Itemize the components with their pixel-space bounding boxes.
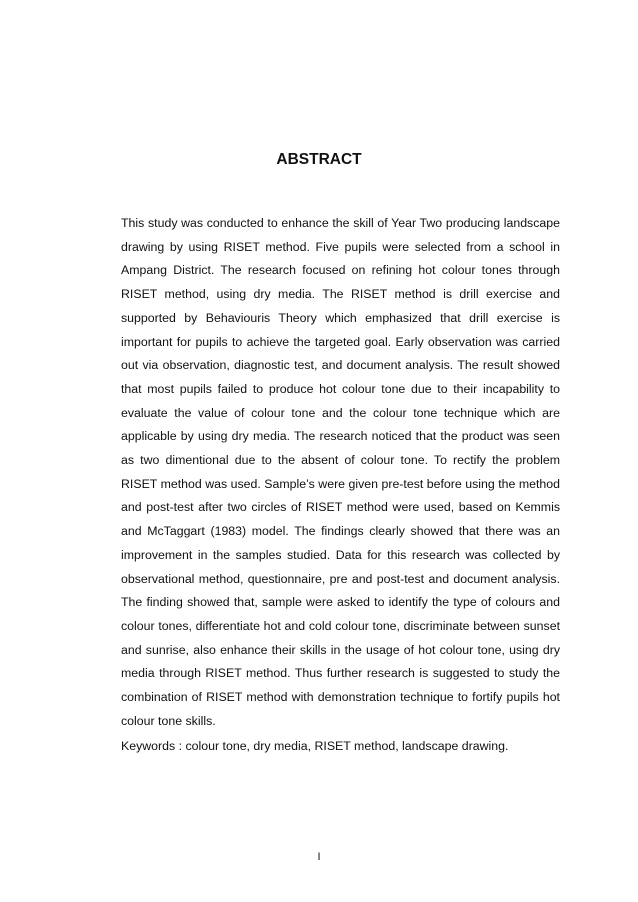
abstract-title: ABSTRACT (276, 151, 362, 168)
page-number: I (317, 851, 321, 863)
abstract-body-text: This study was conducted to enhance the skill of Year Two producing landscape drawing by using RISET method. Five pupils were selected from a school in Ampang District. The research focused on refining hot colour tones through RISET method, using dry media. The RISET method is drill exercise and supported by Behaviouris Theory which emphasized that drill exercise is important for pupils to achieve the targeted goal. Early observation was carried out via observation, diagnostic test, and document analysis. The result showed that most pupils failed to produce hot colour tone due to their incapability to evaluate the value of colour tone and the colour tone technique which are applicable by using dry media. The research noticed that the product was seen as two dimentional due to the absent of colour tone. To rectify the problem RISET method was used. Sample’s were given pre-test before using the method and post-test after two circles of RISET method were used, based on Kemmis and McTaggart (1983) model. The findings clearly showed that there was an improvement in the samples studied. Data for this research was collected by observational method, questionnaire, pre and post-test and document analysis. The finding showed that, sample were asked to identify the type of colours and colour tones, differentiate hot and cold colour tone, discriminate between sunset and sunrise, also enhance their skills in the usage of hot colour tone, using dry media through RISET method. Thus further research is suggested to study the combination of RISET method with demonstration technique to fortify pupils hot colour tone skills. (121, 216, 560, 728)
keywords-line: Keywords : colour tone, dry media, RISET method, landscape drawing. (121, 739, 509, 753)
